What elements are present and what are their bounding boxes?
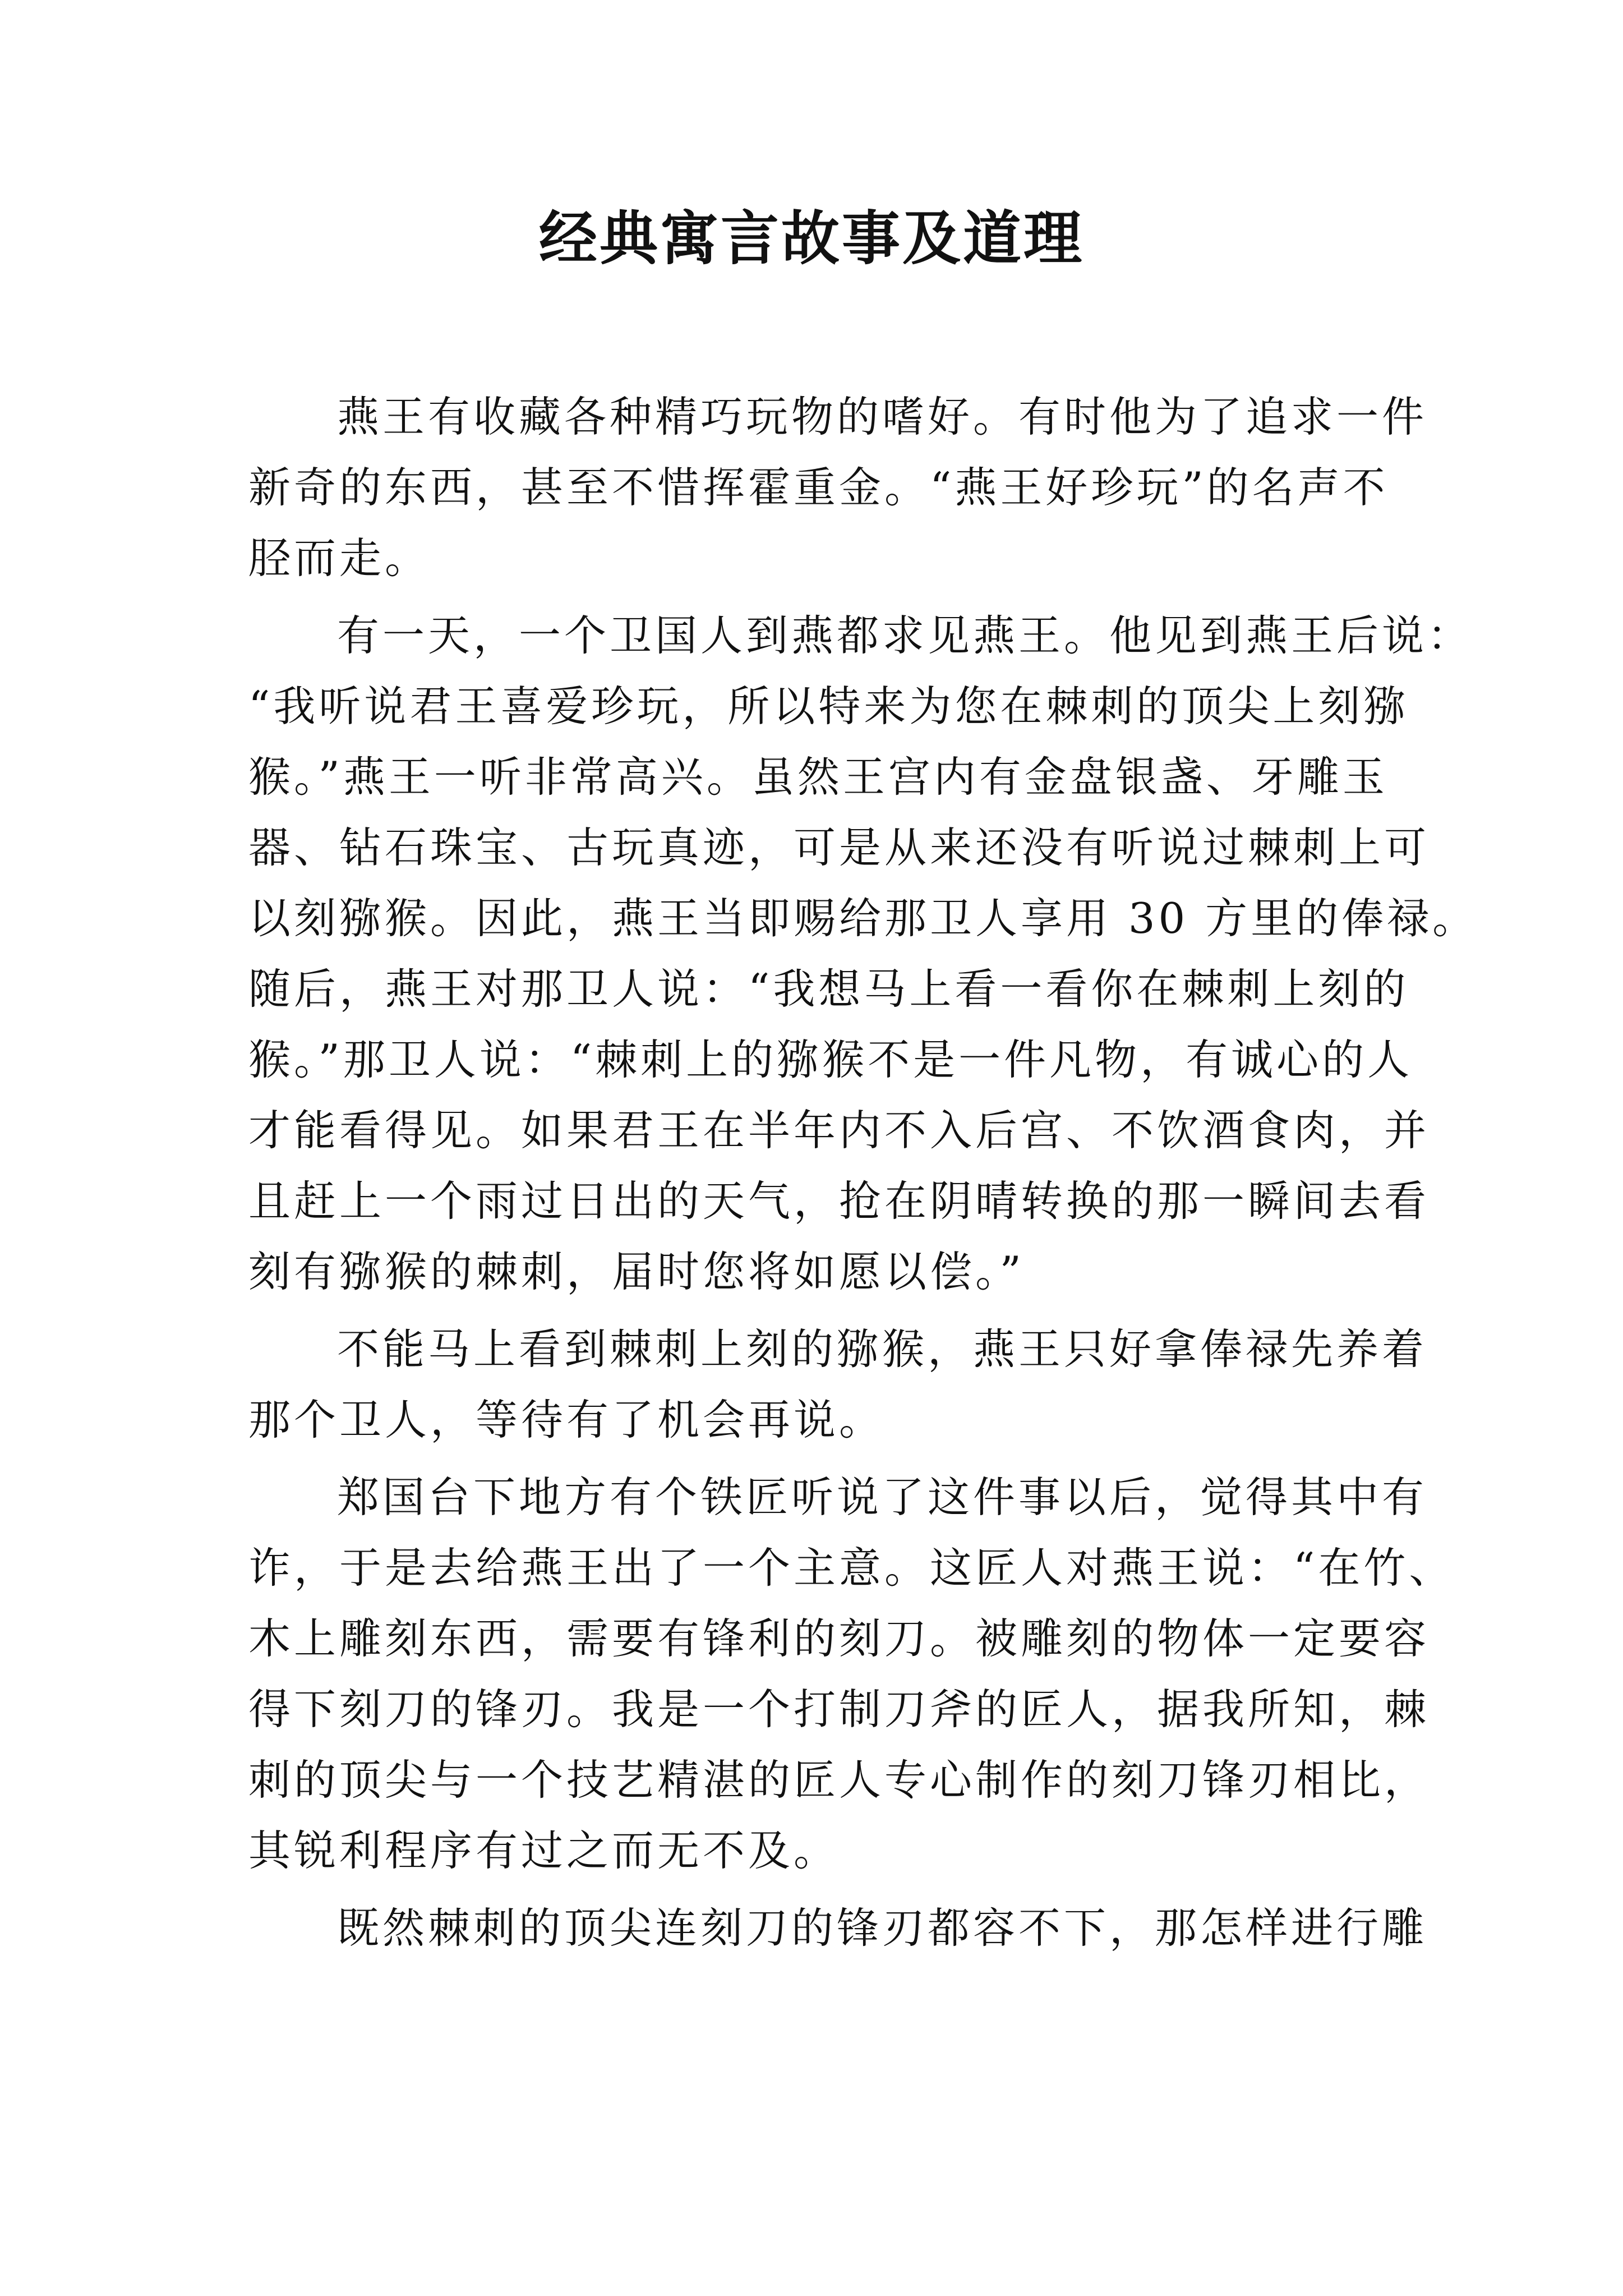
paragraph-line: 胫而走。 — [248, 533, 431, 583]
paragraph-line: 郑国台下地方有个铁匠听说了这件事以后，觉得其中有 — [337, 1473, 1428, 1522]
paragraph-line: 有一天，一个卫国人到燕都求见燕王。他见到燕王后说： — [337, 611, 1473, 660]
document-title: 经典寓言故事及道理 — [538, 204, 1084, 273]
paragraph-line: 木上雕刻东西，需要有锋利的刻刀。被雕刻的物体一定要容 — [248, 1614, 1430, 1663]
paragraph-line: 器、钻石珠宝、古玩真迹，可是从来还没有听说过棘刺上可 — [248, 823, 1430, 872]
paragraph-line: 刻有猕猴的棘刺，届时您将如愿以偿。” — [248, 1247, 1025, 1296]
paragraph-line: 不能马上看到棘刺上刻的猕猴，燕王只好拿俸禄先养着 — [337, 1324, 1428, 1374]
paragraph-line: 诈，于是去给燕王出了一个主意。这匠人对燕王说：“在竹、 — [248, 1543, 1455, 1593]
paragraph-line: 猴。”燕王一听非常高兴。虽然王宫内有金盘银盏、牙雕玉 — [248, 752, 1388, 802]
paragraph-line: 且赶上一个雨过日出的天气，抢在阴晴转换的那一瞬间去看 — [248, 1176, 1430, 1226]
paragraph-line: 随后，燕王对那卫人说：“我想马上看一看你在棘刺上刻的 — [248, 964, 1409, 1014]
document-body — [248, 381, 1478, 1963]
paragraph-line: 才能看得见。如果君王在半年内不入后宫、不饮酒食肉，并 — [248, 1106, 1430, 1155]
paragraph-line: 新奇的东西，甚至不惜挥霍重金。“燕王好珍玩”的名声不 — [248, 463, 1389, 512]
paragraph-line: “我听说君王喜爱珍玩，所以特来为您在棘刺的顶尖上刻猕 — [248, 682, 1409, 731]
paragraph-line: 燕王有收藏各种精巧玩物的嗜好。有时他为了追求一件 — [337, 392, 1428, 441]
paragraph-line: 其锐利程序有过之而无不及。 — [248, 1826, 840, 1875]
paragraph-line: 以刻猕猴。因此，燕王当即赐给那卫人享用 30 方里的俸禄。 — [248, 894, 1478, 943]
paragraph-line: 既然棘刺的顶尖连刻刀的锋刃都容不下，那怎样进行雕 — [337, 1903, 1428, 1953]
paragraph-line: 刺的顶尖与一个技艺精湛的匠人专心制作的刻刀锋刃相比， — [248, 1755, 1430, 1805]
paragraph-line: 得下刻刀的锋刃。我是一个打制刀斧的匠人，据我所知，棘 — [248, 1685, 1430, 1734]
paragraph-line: 猴。”那卫人说：“棘刺上的猕猴不是一件凡物，有诚心的人 — [248, 1035, 1413, 1084]
paragraph-line: 那个卫人，等待有了机会再说。 — [248, 1395, 885, 1444]
